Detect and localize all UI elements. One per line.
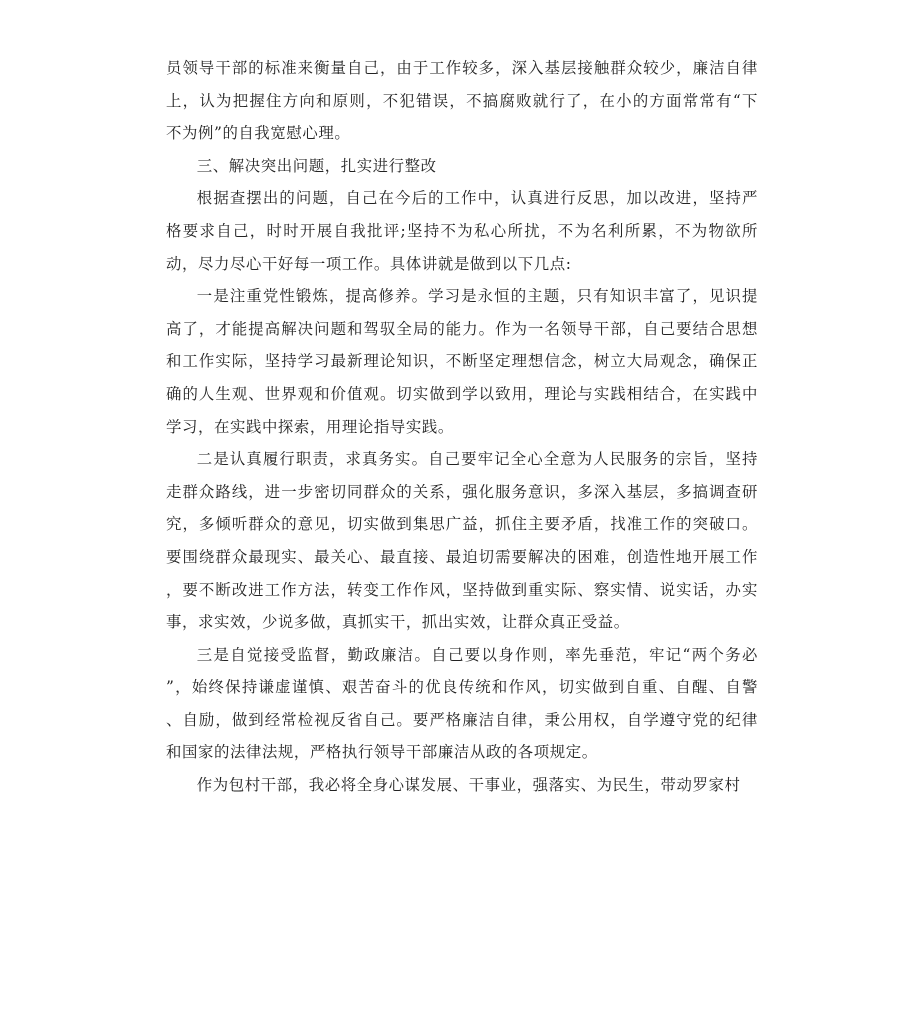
- text-line: 、自励，做到经常检视反省自己。要严格廉洁自律，秉公用权，自学遵守党的纪律: [166, 710, 758, 729]
- text-line: 一是注重党性锻炼，提高修养。学习是永恒的主题，只有知识丰富了，见识提: [196, 287, 758, 306]
- body-paragraph: [166, 443, 758, 639]
- text-line: 动，尽力尽心干好每一项工作。具体讲就是做到以下几点:: [166, 254, 572, 273]
- text-line: ”，始终保持谦虚谨慎、艰苦奋斗的优良传统和作风，切实做到自重、自醒、自警: [166, 678, 758, 697]
- body-paragraph: [166, 52, 758, 150]
- text-line: 事，求实效，少说多做，真抓实干，抓出实效，让群众真正受益。: [166, 613, 630, 632]
- text-line: 走群众路线，进一步密切同群众的关系，强化服务意识，多深入基层，多搞调查研: [166, 482, 758, 501]
- text-line: 作为包村干部，我必将全身心谋发展、干事业，强落实、为民生，带动罗家村: [196, 776, 741, 795]
- document-page: [166, 52, 758, 802]
- body-paragraph: [166, 280, 758, 443]
- body-paragraph: [166, 150, 758, 183]
- text-line: ，要不断改进工作方法，转变工作作风，坚持做到重实际、察实情、说实话，办实: [166, 580, 758, 599]
- text-line: 格要求自己，时时开展自我批评;坚持不为私心所扰，不为名利所累，不为物欲所: [166, 221, 758, 240]
- text-line: 究，多倾听群众的意见，切实做到集思广益，抓住主要矛盾，找准工作的突破口。: [166, 515, 758, 534]
- text-line: 员领导干部的标准来衡量自己，由于工作较多，深入基层接触群众较少，廉洁自律: [166, 59, 758, 77]
- text-line: 三、解决突出问题，扎实进行整改: [196, 156, 437, 175]
- text-line: 上，认为把握住方向和原则，不犯错误，不搞腐败就行了，在小的方面常常有“下: [166, 91, 758, 110]
- text-line: 三是自觉接受监督，勤政廉洁。自己要以身作则，率先垂范，牢记“两个务必: [196, 645, 758, 664]
- text-line: 学习，在实践中探索，用理论指导实践。: [166, 417, 454, 436]
- text-line: 根据查摆出的问题，自己在今后的工作中，认真进行反思，加以改进，坚持严: [196, 189, 758, 208]
- body-paragraph: [166, 182, 758, 280]
- text-line: 要围绕群众最现实、最关心、最直接、最迫切需要解决的困难，创造性地开展工作: [166, 547, 758, 566]
- text-line: 确的人生观、世界观和价值观。切实做到学以致用，理论与实践相结合，在实践中: [166, 384, 758, 403]
- text-line: 和国家的法律法规，严格执行领导干部廉洁从政的各项规定。: [166, 743, 598, 762]
- text-line: 高了，才能提高解决问题和驾驭全局的能力。作为一名领导干部，自己要结合思想: [166, 319, 758, 338]
- text-line: 和工作实际，坚持学习最新理论知识，不断坚定理想信念，树立大局观念，确保正: [166, 352, 758, 371]
- body-paragraph: [166, 639, 758, 769]
- body-paragraph: [166, 769, 758, 802]
- text-line: 二是认真履行职责，求真务实。自己要牢记全心全意为人民服务的宗旨，坚持: [196, 450, 758, 469]
- text-line: 不为例”的自我宽慰心理。: [166, 124, 351, 143]
